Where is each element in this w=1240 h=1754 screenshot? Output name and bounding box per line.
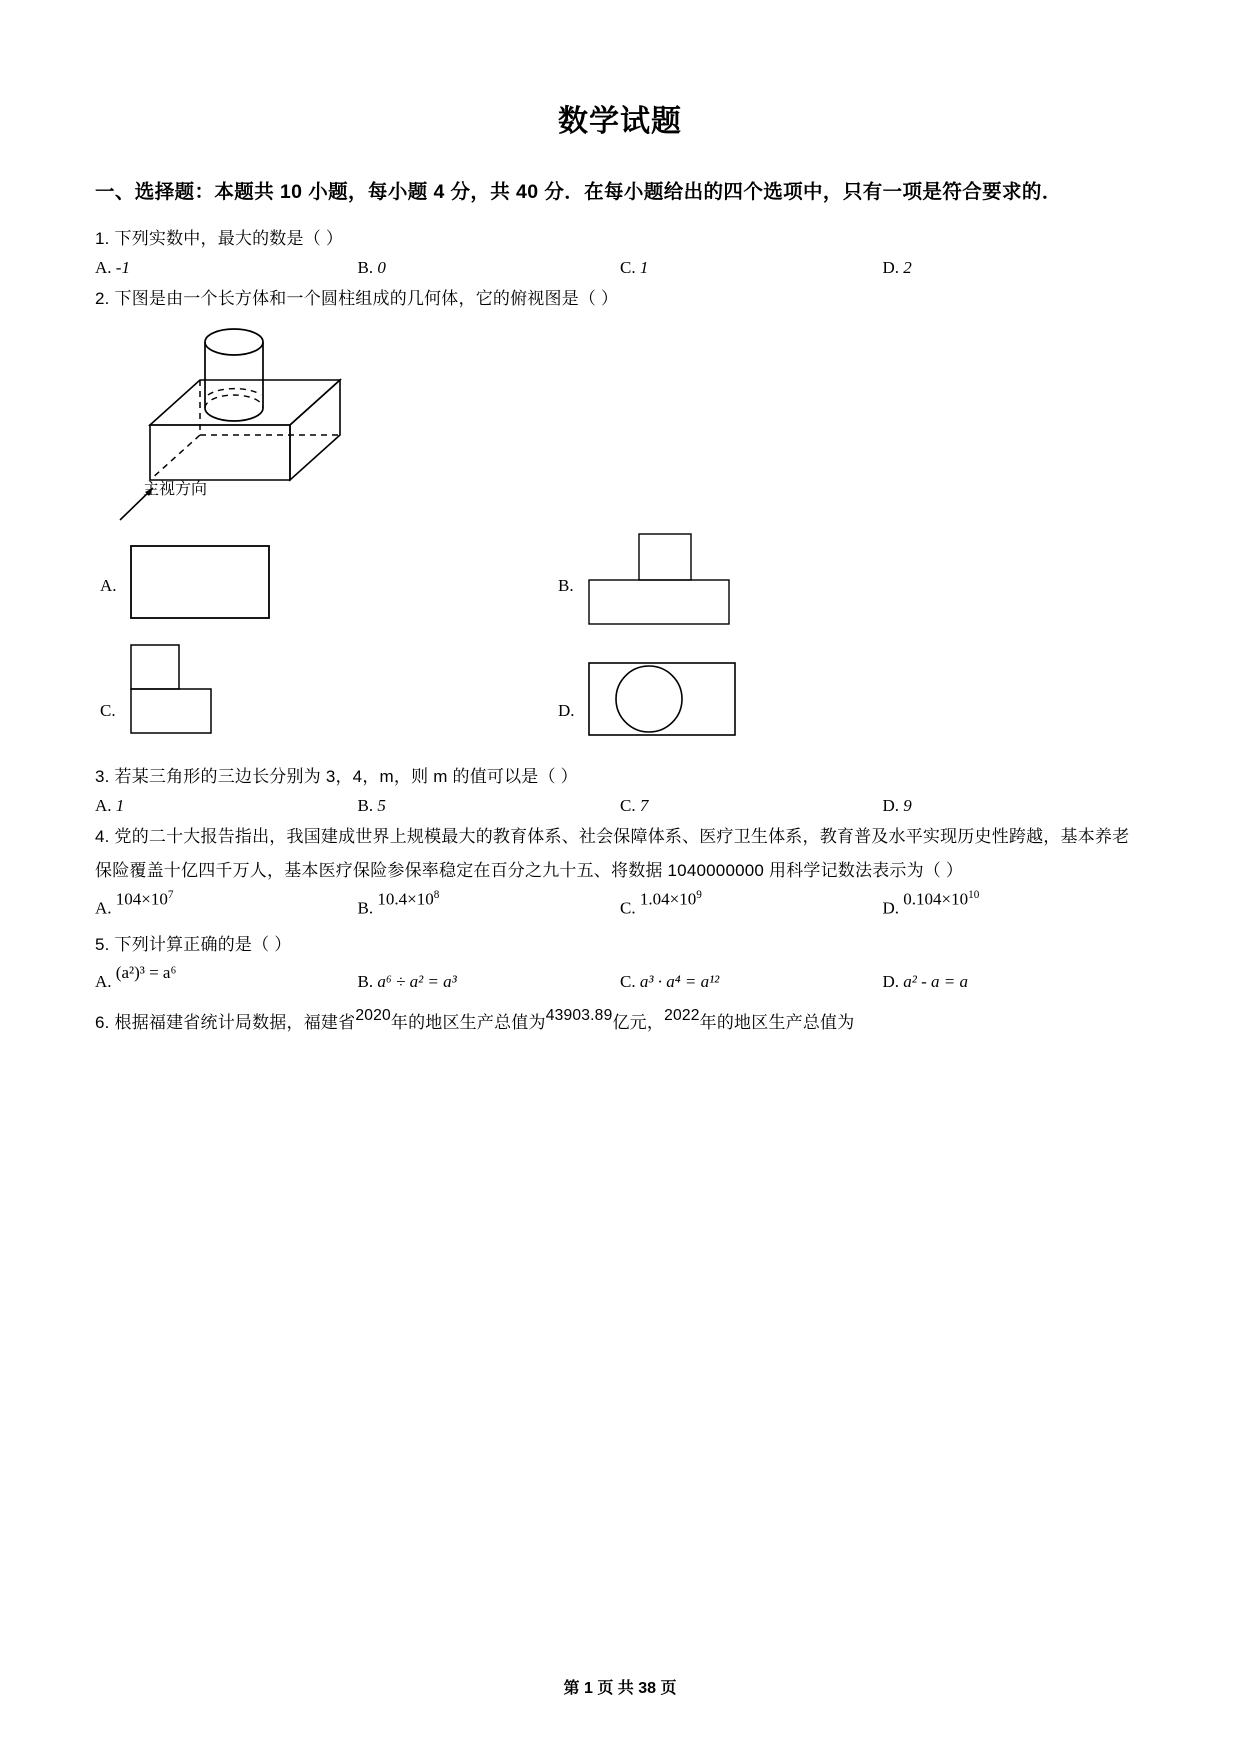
option-label: D. (882, 972, 900, 992)
question-2-choice-row-cd (95, 635, 1145, 760)
question-6-text (95, 1006, 1145, 1040)
option-value: 5 (377, 795, 386, 815)
option-label: A. (95, 972, 112, 992)
option-base: 10 (150, 889, 168, 909)
option-value: 2 (903, 257, 912, 277)
choice-c-shape[interactable] (129, 643, 304, 748)
option-row-item[interactable] (357, 888, 621, 919)
question-2-choice-row-ab (95, 530, 1145, 635)
option-row-item[interactable] (883, 796, 1146, 816)
times-symbol: × (941, 889, 952, 909)
option-row-item[interactable] (95, 796, 358, 816)
option-row-item[interactable] (883, 258, 1146, 278)
choice-label-b: B. (558, 575, 574, 595)
option-value: (a²)³ = a⁶ (115, 963, 177, 983)
option-exponent: 7 (167, 888, 174, 901)
choice-label-c: C. (100, 700, 116, 720)
choice-label-d: D. (558, 700, 575, 720)
option-value: a² - a = a (903, 972, 969, 992)
option-label: D. (882, 795, 900, 815)
option-row-item[interactable] (620, 796, 883, 816)
question-4-text: 4. 党的二十大报告指出，我国建成世界上规模最大的教育体系、社会保障体系、医疗卫生体系，教育普及水平实现历史性跨越，基本养老保险覆盖十亿四千万人，基本医疗保险参保率稳定在百分之九十五、将数据 1040000000 用科学记数法表示为（ ） (95, 826, 1130, 880)
question-2-figure (95, 320, 1145, 530)
question-1-options (95, 258, 1145, 278)
option-exponent: 9 (696, 888, 702, 901)
option-value: 7 (639, 795, 649, 815)
option-label: C. (620, 795, 636, 815)
document-body (95, 170, 1145, 1040)
question-2-text: 2. 下图是由一个长方体和一个圆柱组成的几何体，它的俯视图是（ ） (95, 288, 619, 308)
question-3-text: 3. 若某三角形的三边长分别为 3，4，m，则 m 的值可以是（ ） (95, 766, 578, 786)
question-5-text: 5. 下列计算正确的是（ ） (95, 935, 292, 955)
option-row-item[interactable] (95, 963, 358, 992)
option-mantissa: 10.4 (377, 889, 408, 909)
option-row-item[interactable] (620, 888, 883, 919)
option-base: 10 (951, 889, 969, 909)
option-row-item[interactable] (620, 258, 883, 278)
question-3-options (95, 796, 1145, 816)
option-value: 0 (377, 257, 386, 277)
option-value: 9 (903, 795, 912, 815)
times-symbol: × (669, 889, 680, 909)
section-heading: 一、选择题：本题共 10 小题，每小题 4 分，共 40 分．在每小题给出的四个选项中，只有一项是符合要求的． (95, 181, 1062, 203)
times-symbol: × (141, 889, 151, 909)
option-label: D. (882, 898, 900, 918)
question-6-value-2020: 43903.89 (545, 1007, 613, 1025)
option-row-item[interactable] (882, 888, 1146, 919)
option-row-item[interactable] (95, 888, 358, 919)
question-5-options (95, 963, 1145, 992)
choice-a-shape[interactable] (129, 544, 304, 629)
question-6-part2: 年的地区生产总值为 (390, 1013, 546, 1033)
option-value: -1 (115, 257, 130, 277)
question-4-options (95, 888, 1145, 919)
question-6-year-2022: 2022 (664, 1007, 700, 1025)
option-exponent: 8 (433, 888, 440, 901)
choice-b-shape[interactable] (587, 532, 767, 632)
option-label: B. (357, 898, 374, 918)
option-row-item[interactable] (95, 258, 358, 278)
option-row-item[interactable] (883, 972, 1146, 992)
option-label: C. (620, 257, 636, 277)
option-label: A. (95, 898, 112, 918)
option-mantissa: 1.04 (639, 889, 670, 909)
page-footer: 第 1 页 共 38 页 (563, 1680, 677, 1697)
option-label: B. (357, 795, 374, 815)
option-row-item[interactable] (358, 972, 621, 992)
option-label: A. (95, 795, 112, 815)
question-6-part3: 亿元， (612, 1013, 665, 1033)
option-exponent: 10 (968, 888, 980, 901)
choice-label-a: A. (100, 575, 117, 595)
option-mantissa: 0.104 (903, 889, 942, 909)
option-value: a³ · a⁴ = a¹² (639, 972, 720, 992)
option-mantissa: 104 (115, 889, 142, 909)
option-value: 1 (639, 257, 649, 277)
solid-figure-svg (95, 320, 395, 525)
option-label: D. (882, 257, 900, 277)
option-base: 10 (416, 889, 434, 909)
option-row-item[interactable] (620, 972, 883, 992)
question-6-year-2020: 2020 (355, 1007, 391, 1025)
option-row-item[interactable] (358, 258, 621, 278)
times-symbol: × (407, 889, 417, 909)
option-label: C. (620, 898, 636, 918)
page-title: 数学试题 (558, 105, 682, 138)
option-label: B. (357, 972, 374, 992)
option-base: 10 (679, 889, 697, 909)
question-6-part1: 6. 根据福建省统计局数据，福建省 (95, 1013, 356, 1033)
option-row-item[interactable] (358, 796, 621, 816)
option-label: B. (357, 257, 374, 277)
option-value: 1 (115, 795, 125, 815)
question-6-part4: 年的地区生产总值为 (699, 1013, 855, 1033)
option-label: C. (620, 972, 636, 992)
option-value: a⁶ ÷ a² = a³ (377, 972, 457, 992)
question-1-text: 1. 下列实数中，最大的数是（ ） (95, 228, 344, 248)
option-label: A. (95, 257, 112, 277)
view-direction-label: 主视方向 (143, 480, 208, 498)
choice-d-shape[interactable] (587, 661, 767, 756)
